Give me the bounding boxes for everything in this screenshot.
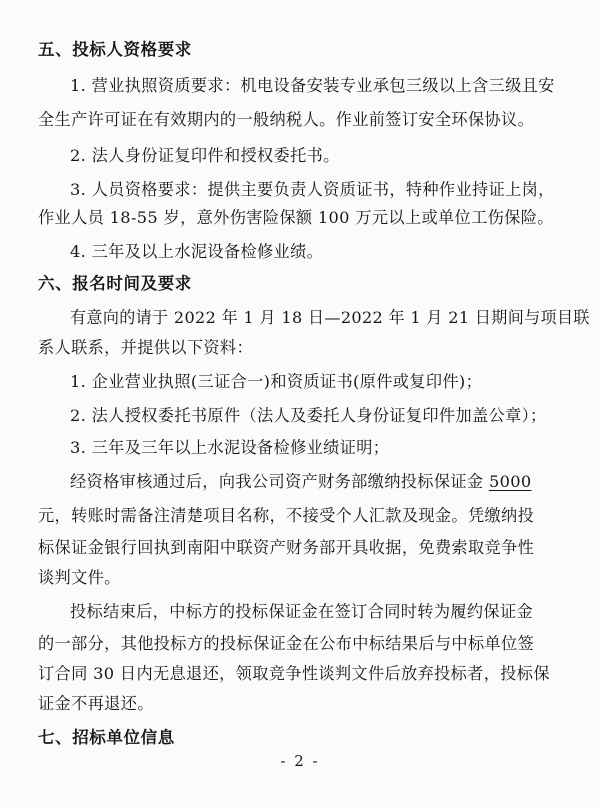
s6-intro-line-1: 有意向的请于 2022 年 1 月 18 日—2022 年 1 月 21 日期间与项目联 [70,308,590,327]
section-6-heading: 六、报名时间及要求 [38,274,192,293]
s6-para-1-line-3: 标保证金银行回执到南阳中联资产财务部开具收据，免费索取竞争性 [38,538,535,557]
s5-item-3-line-1: 3. 人员资格要求：提供主要负责人资质证书，特种作业持证上岗， [70,180,555,199]
s6-para-1-line-2: 元，转账时需备注清楚项目名称，不接受个人汇款及现金。凭缴纳投 [38,506,535,525]
section-7-heading: 七、招标单位信息 [38,728,175,747]
s6-item-1: 1. 企业营业执照(三证合一)和资质证书(原件或复印件)； [70,372,483,391]
s6-para-1-line-1 [70,472,532,492]
s5-item-4: 4. 三年及以上水泥设备检修业绩。 [70,242,324,261]
s6-intro-line-2: 系人联系，并提供以下资料： [38,338,253,357]
s6-para-2-line-4: 证金不再退还。 [38,694,154,713]
deposit-amount: 5000 [488,472,532,491]
s6-item-2: 2. 法人授权委托书原件（法人及委托人身份证复印件加盖公章）； [70,406,547,425]
s6-para-1-line-4: 谈判文件。 [38,568,121,587]
section-5-heading: 五、投标人资格要求 [38,40,192,59]
s6-para-1-text: 经资格审核通过后，向我公司资产财务部缴纳投标保证金 [70,472,489,491]
s5-item-1-line-1: 1. 营业执照资质要求：机电设备安装专业承包三级以上含三级且安 [70,76,555,95]
page-number: - 2 - [280,752,320,770]
s6-para-2-line-1: 投标结束后，中标方的投标保证金在签订合同时转为履约保证金 [70,602,534,621]
s5-item-1-line-2: 全生产许可证在有效期内的一般纳税人。作业前签订安全环保协议。 [38,110,535,129]
s5-item-2: 2. 法人身份证复印件和授权委托书。 [70,146,340,165]
s6-para-2-line-3: 订合同 30 日内无息退还，领取竞争性谈判文件后放弃投标者，投标保 [38,664,550,683]
s6-para-2-line-2: 的一部分，其他投标方的投标保证金在公布中标结果后与中标单位签 [38,634,535,653]
s6-item-3: 3. 三年及三年以上水泥设备检修业绩证明； [70,438,390,457]
s5-item-3-line-2: 作业人员 18-55 岁，意外伤害险保额 100 万元以上或单位工伤保险。 [38,208,554,227]
